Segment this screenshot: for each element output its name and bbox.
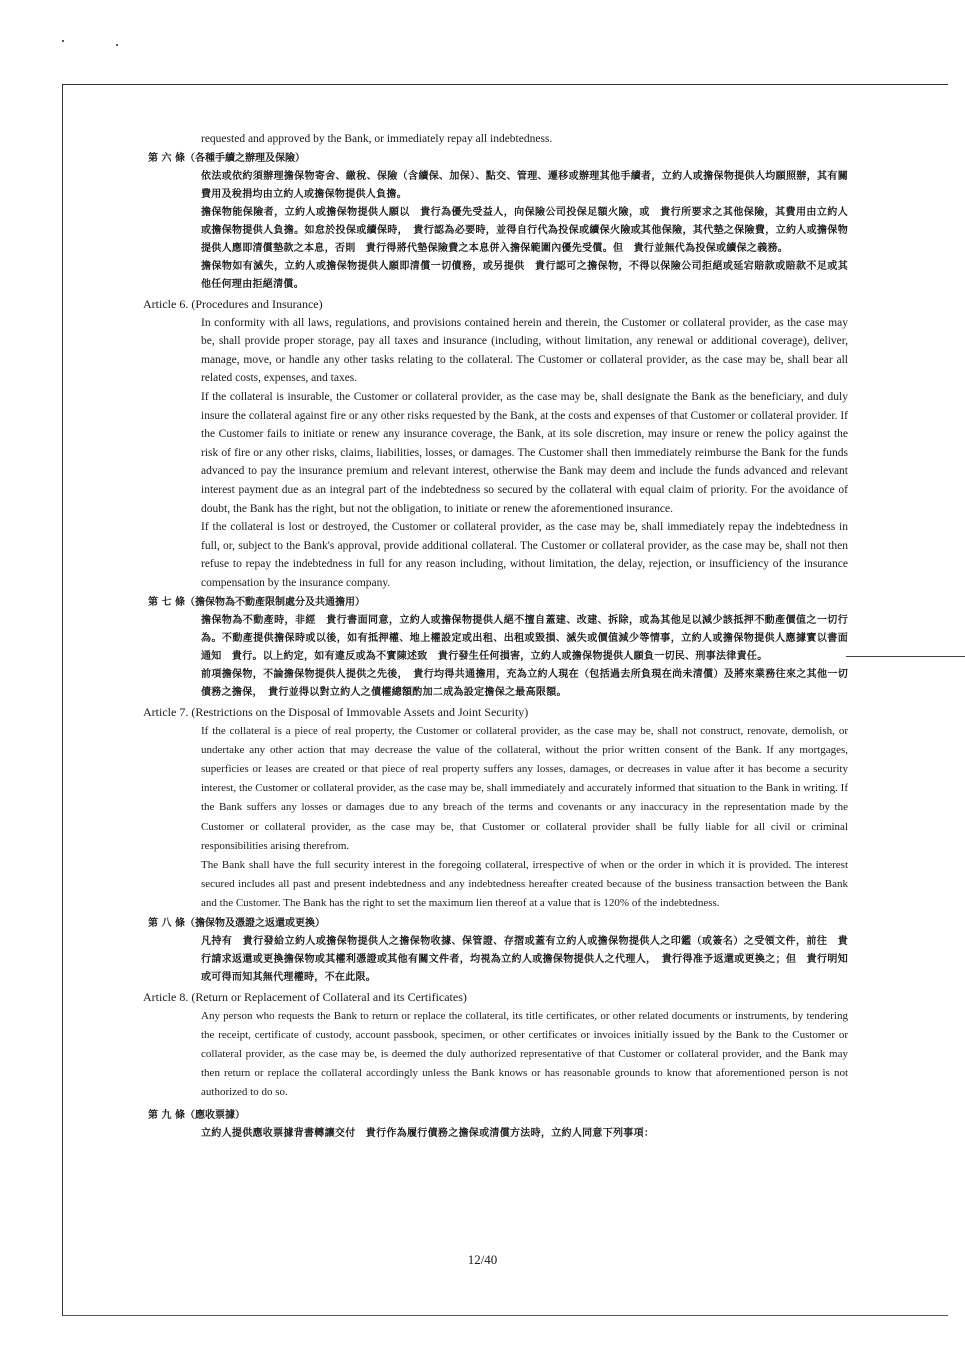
article-7-cn-paragraph: 擔保物為不動產時，非經 貴行書面同意，立約人或擔保物提供人絕不擅自蓋建、改建、拆除，或為其他足以減少該抵押不動產價值之一切行為。不動產提供擔保時或以後，如有抵押權、地上權設定或出租、出租或毀損、滅失或價值減少等情事，立約人或擔保物提供人應據實以書面通知 貴行。以上約定，如有違反或為不實陳述致 貴行發生任何損害，立約人或擔保物提供人願負一切民、刑事法律責任。 <box>201 614 848 662</box>
article-9-cn-paragraph: 立約人提供應收票據背書轉讓交付 貴行作為履行債務之擔保或清償方法時，立約人同意下列事項： <box>201 1127 655 1139</box>
article-8-cn-title: 第 八 條（擔保物及憑證之返還或更換） <box>148 917 325 929</box>
article-9 <box>148 1107 848 1143</box>
article-6-cn-paragraph: 擔保物能保險者，立約人或擔保物提供人願以 貴行為優先受益人，向保險公司投保足額火險，或 貴行所要求之其他保險，其費用由立約人或擔保物提供人負擔。如怠於投保或續保時， 貴行認為必要時，並得自行代為投保或續保火險或其他保險，其代墊之保險費，立約人或擔保物提供人應即清償墊款之本息，否則 貴行得將代墊保險費之本息併入擔保範圍內優先受償。但 貴行並無代為投保或續保之義務。 <box>201 206 848 254</box>
article-6-en-paragraph: If the collateral is insurable, the Customer or collateral provider, as the case may be, shall designate the Bank as the beneficiary, and duly insure the collateral against fire or any other risks requested by the Bank, at the costs and expenses of that Customer or collateral provider. If the Customer fails to initiate or renew any insurance coverage, the Bank, at its sole discretion, may insure or renew the policy against the risk of fire or any other risks, claims, liabilities, losses, or damages. The Customer shall then immediately reimburse the Bank for the funds advanced to pay the insurance premium and relevant interest, otherwise the Bank may deem and include the funds advanced and relevant interest payment due as an integral part of the indebtedness so secured by the collateral with equal claim of priority. For the avoidance of doubt, the Bank has the right, but not the obligation, to initiate or renew the aforementioned insurance. <box>201 390 848 515</box>
article-7-cn-paragraph: 前項擔保物，不論擔保物提供人提供之先後， 貴行均得共通擔用，充為立約人現在（包括過去所負現在尚未清償）及將來業務往來之其他一切債務之擔保， 貴行並得以對立約人之債權總額酌加二成為設定擔保之最高限額。 <box>201 668 848 698</box>
article-6-cn-paragraph: 擔保物如有滅失，立約人或擔保物提供人願即清償一切債務，或另提供 貴行認可之擔保物，不得以保險公司拒絕或延宕賠款或賠款不足或其他任何理由拒絕清償。 <box>201 260 848 290</box>
article-6-en-title: Article 6. (Procedures and Insurance) <box>143 296 323 311</box>
article-8 <box>143 915 848 1103</box>
article-6-en-paragraph: If the collateral is lost or destroyed, the Customer or collateral provider, as the case may be, shall immediately repay the indebtedness in full, or, subject to the Bank's approval, provide additional collateral. The Customer or collateral provider, as the case may be, shall not then refuse to repay the indebtedness in full for any reason including, without limitation, the delay, rejection, or insufficiency of the insurance compensation by the insurance company. <box>201 521 848 589</box>
article-7 <box>143 594 848 914</box>
article-7-en-paragraph: The Bank shall have the full security interest in the foregoing collateral, irrespective of when or the order in which it is provided. The interest secured includes all past and present indebtedness and any indebtedness hereafter created because of the business transaction between the Bank and the Customer. The Bank has the right to set the maximum lien thereof at a value that is 120% of the indebtedness. <box>201 858 848 910</box>
intro-line: requested and approved by the Bank, or immediately repay all indebtedness. <box>201 133 553 145</box>
article-9-cn-title: 第 九 條（應收票據） <box>148 1109 245 1121</box>
scan-speck <box>116 44 118 46</box>
article-7-en-paragraph: If the collateral is a piece of real property, the Customer or collateral provider, as the case may be, shall not construct, renovate, demolish, or undertake any other action that may decrease the value of the collateral, without the prior written consent of the Bank. If any mortgages, superficies or leases are created or that piece of real property suffers any losses, damages, or decreases in value after it has become a security interest, the Customer or collateral provider, as the case may be, shall immediately and accurately informed that situation to the Bank in writing. If the Bank suffers any losses or damages due to any breach of the terms and covenants or any inaccuracy in the representation made by the Customer or collateral provider, as the case may be, that Customer or collateral provider shall be fully liable for all civil or criminal responsibilities arising therefrom. <box>201 724 848 852</box>
scan-speck <box>62 40 64 42</box>
article-6-en-paragraph: In conformity with all laws, regulations, and provisions contained herein and therein, the Customer or collateral provider, as the case may be, shall provide proper storage, pay all taxes and insurance (including, without limitation, any renewal or additional coverage), deliver, manage, move, or handle any other tasks relating to the collateral. The Customer or collateral provider, as the case may be, shall bear all related costs, expenses, and taxes. <box>201 316 848 385</box>
article-7-cn-title: 第 七 條（擔保物為不動產限制處分及共通擔用） <box>148 596 365 608</box>
article-6-cn-paragraph: 依法或依約須辦理擔保物寄舍、繳稅、保險（含續保、加保）、點交、管理、遷移或辦理其他手續者，立約人或擔保物提供人均願照辦，其有關費用及稅捐均由立約人或擔保物提供人負擔。 <box>201 170 848 200</box>
article-8-en-paragraph: Any person who requests the Bank to return or replace the collateral, its title certificates, or other related documents or instruments, by tendering the receipt, certificate of custody, account passbook, specimen, or other certificates or invoices initially issued by the Bank to the Customer or collateral provider, as the case may be, is deemed the duly authorized representative of that Customer or collateral provider, and the Bank may then return or replace the collateral accordingly unless the Bank knows or has reasonable grounds to know that aforementioned person is not authorized to do so. <box>201 1009 848 1099</box>
article-6 <box>143 150 848 593</box>
document-body <box>143 130 848 1143</box>
article-6-cn-title: 第 六 條（各種手續之辦理及保險） <box>148 152 305 164</box>
article-8-en-title: Article 8. (Return or Replacement of Collateral and its Certificates) <box>143 989 467 1004</box>
article-7-en-title: Article 7. (Restrictions on the Disposal of Immovable Assets and Joint Security) <box>143 704 529 719</box>
article-8-cn-paragraph: 凡持有 貴行發給立約人或擔保物提供人之擔保物收據、保管證、存摺或蓋有立約人或擔保物提供人之印鑑（或簽名）之受領文件，前往 貴行請求返還或更換擔保物或其權利憑證或其他有關文件者，均視為立約人或擔保物提供人之代理人， 貴行得准予返還或更換之；但 貴行明知或可得而知其無代理權時，不在此限。 <box>201 935 848 983</box>
page-number: 12/40 <box>467 1252 498 1267</box>
margin-rule-line <box>846 656 965 657</box>
